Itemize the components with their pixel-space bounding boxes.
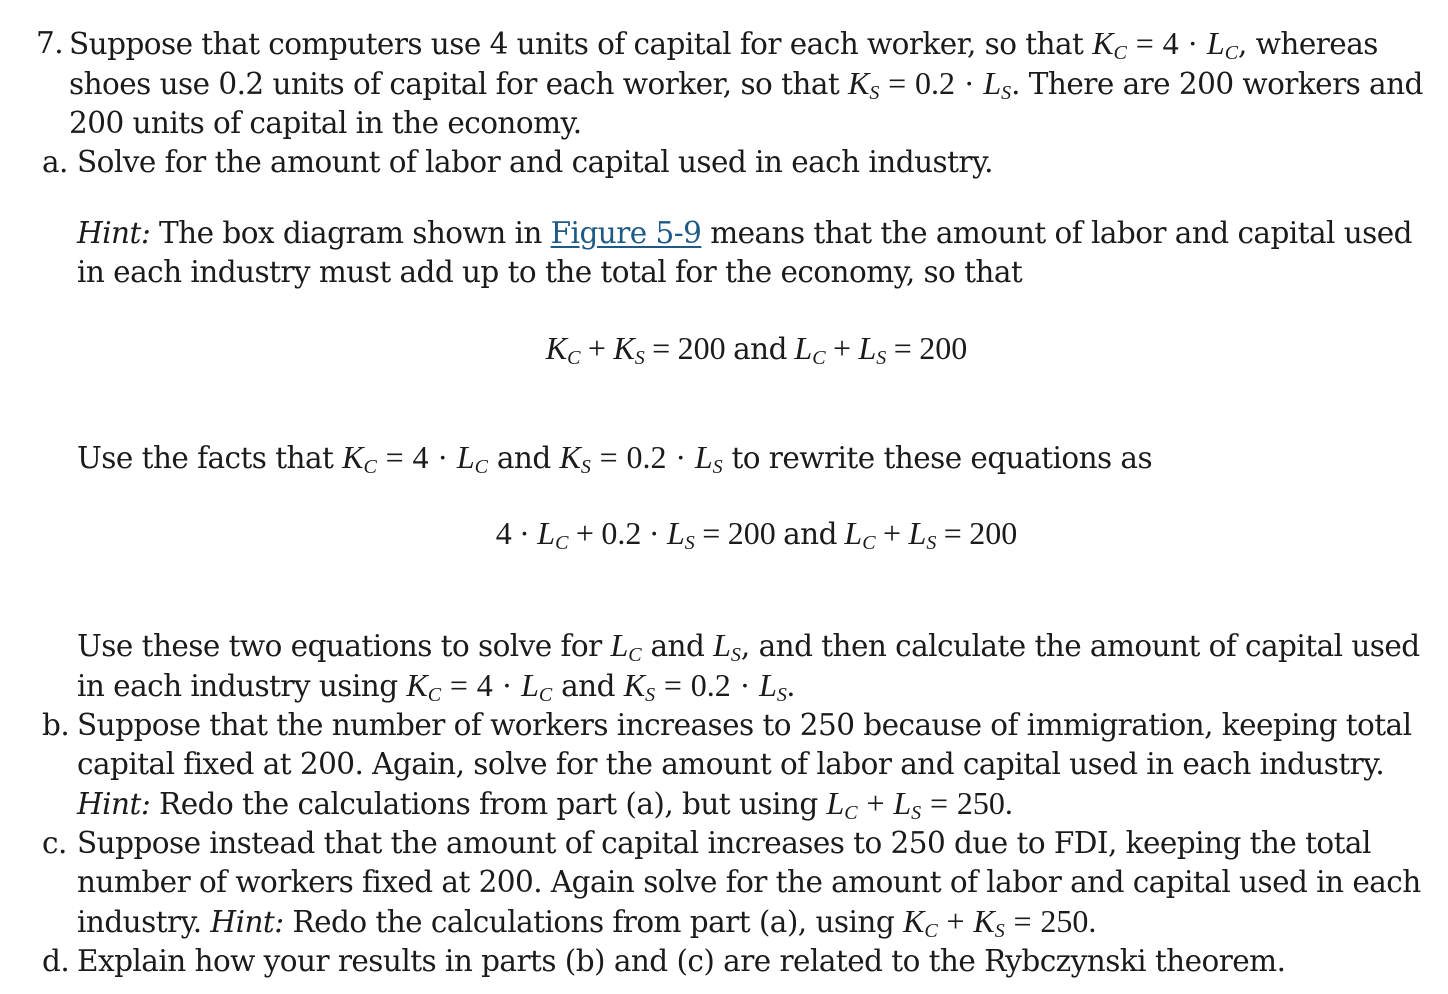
part-a-hint: Hint: The box diagram shown in Figure 5-9 means that the amount of labor and capital used in each industry must add up to the total for the economy, so that <box>77 216 1413 289</box>
part-b: b. Suppose that the number of workers increases to 250 because of immigration, keeping total capital fixed at 200. Again, solve for the amount of labor and capital used in each industry. Hint: Redo the calculations from part (a), but using $L_C + L_S = 250$. <box>42 708 1412 824</box>
part-b-text: Suppose that the number of workers increases to 250 because of immigration, keeping total capital fixed at 200. Again, solve for the amount of labor and capital used in each industry. <box>77 708 1412 781</box>
part-d <box>42 942 1436 981</box>
figure-5-9-link[interactable]: Figure 5-9 <box>550 216 702 250</box>
part-a-text: Solve for the amount of labor and capital used in each industry. <box>77 145 993 179</box>
use-facts-text: Use the facts that $K_C = 4 \cdot L_C$ and $K_S = 0.2 \cdot L_S$ to rewrite these equations as <box>77 439 1153 478</box>
hint-label: Hint: <box>77 216 151 250</box>
intro-text-3: . There are 200 workers and 200 units of capital in the economy. <box>69 67 1423 140</box>
math-ls: $L_S$ <box>983 65 1012 104</box>
display-equation-1: $K_C + K_S = 200$ and $L_C + L_S = 200$ <box>545 330 968 369</box>
intro-text-1: Suppose that computers use 4 units of capital for each worker, so that <box>69 27 1093 61</box>
intro-text: Suppose that computers use 4 units of capital for each worker, so that $K_C = 4 \cdot L_C$, whereas shoes use 0.2 units of capital for each worker, so that $K_S = 0.2 \cdot L_S$. There are 200 workers and 200 units of capital in the economy. <box>69 25 1423 140</box>
problem-intro <box>36 24 1436 143</box>
intro-text-2: , whereas shoes use 0.2 units of capital for each worker, so that <box>69 27 1378 101</box>
part-c-label: c. <box>42 826 67 860</box>
math-ks: $K_S$ <box>848 65 880 104</box>
problem-number: 7. <box>36 26 64 60</box>
part-d-text: Explain how your results in parts (b) and (c) are related to the Rybczynski theorem. <box>77 944 1286 978</box>
part-d-label: d. <box>42 944 70 978</box>
math-kc: $K_C$ <box>1092 25 1127 64</box>
part-c-text: Suppose instead that the amount of capital increases to 250 due to FDI, keeping the total number of workers fixed at 200. Again solve for the amount of labor and capital used in each industry. <box>77 826 1421 939</box>
problem-7 <box>36 24 1436 981</box>
part-c: c. Suppose instead that the amount of capital increases to 250 due to FDI, keeping the total number of workers fixed at 200. Again solve for the amount of labor and capital used in each industry. Hint: Redo the calculations from part (a), using $K_C + K_S = 250$. <box>42 826 1421 942</box>
part-b-label: b. <box>42 708 70 742</box>
display-equation-2: $4 \cdot L_C + 0.2 \cdot L_S = 200$ and $L_C + L_S = 200$ <box>495 515 1018 554</box>
math-lc: $L_C$ <box>1206 25 1239 64</box>
part-a-label: a. <box>42 145 68 179</box>
part-a <box>42 143 1436 706</box>
solve-text: Use these two equations to solve for $L_C$ and $L_S$, and then calculate the amount of capital used in each industry using $K_C = 4 \cdot L_C$ and $K_S = 0.2 \cdot L_S$. <box>77 627 1420 706</box>
